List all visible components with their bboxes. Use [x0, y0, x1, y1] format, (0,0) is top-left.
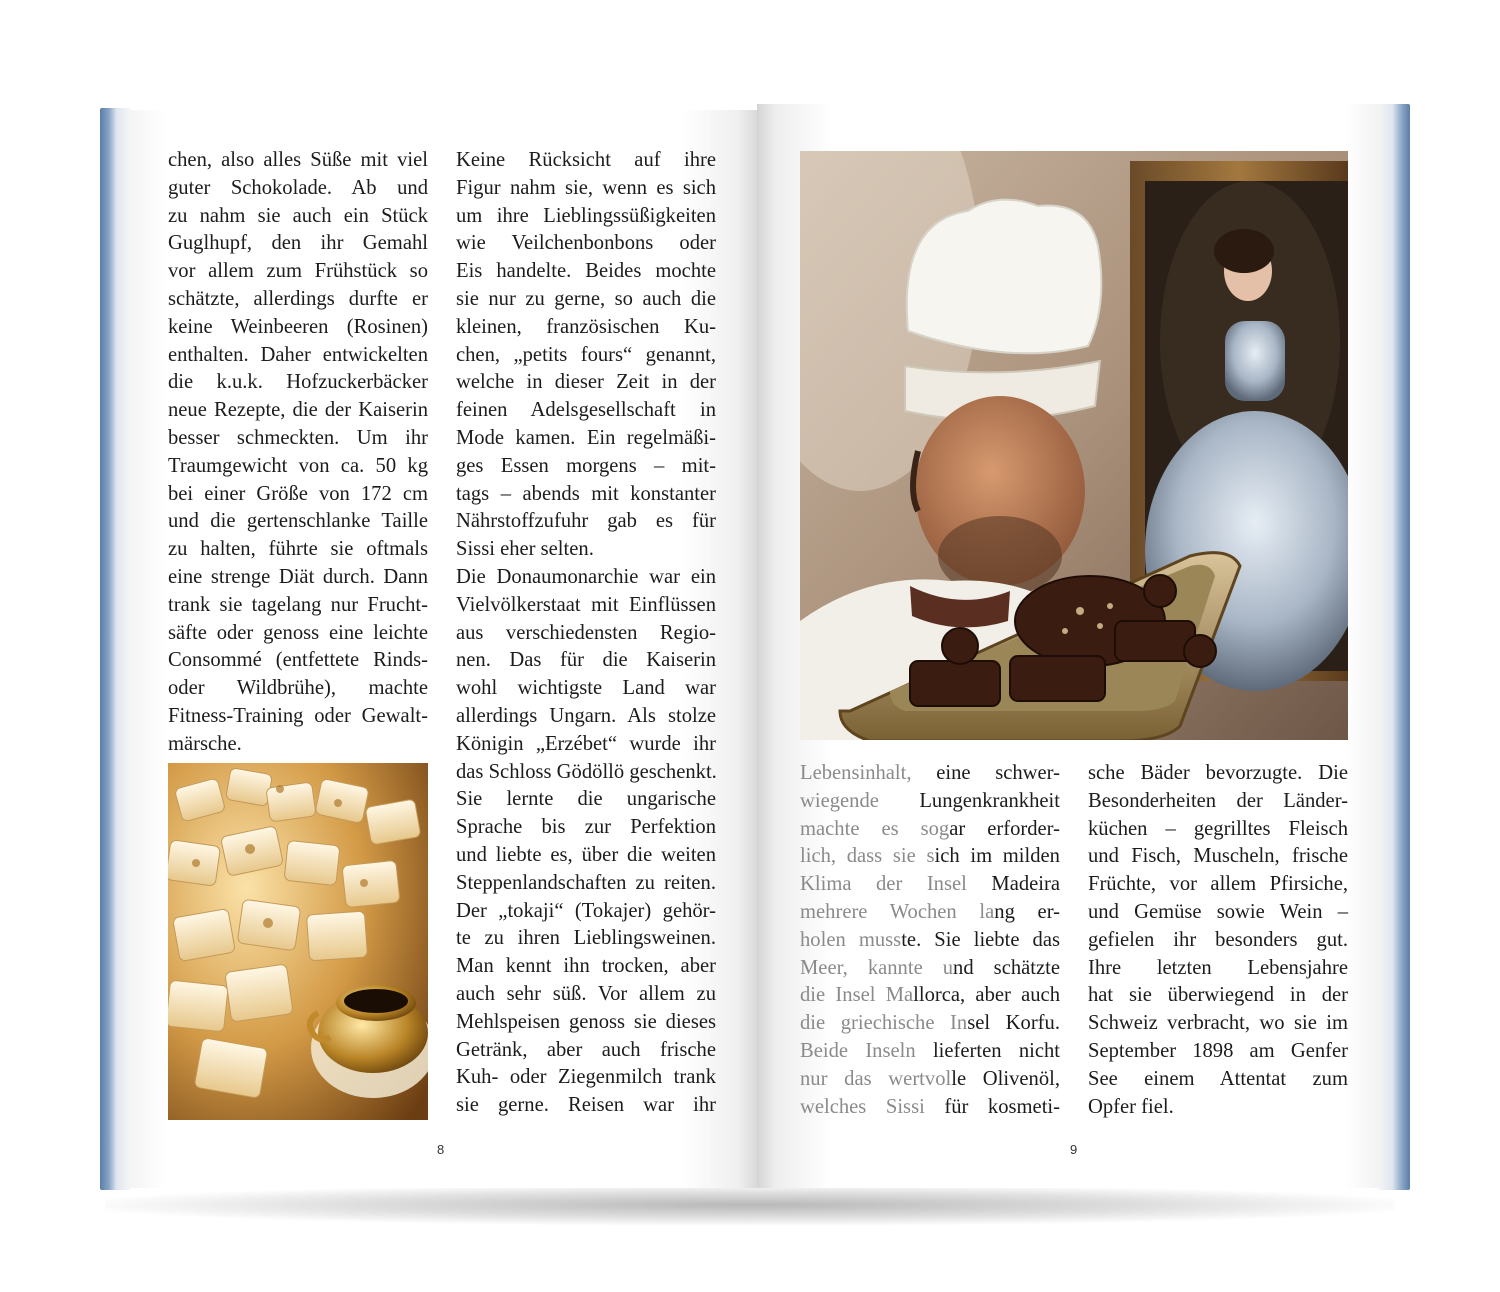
text-line: guter Schokolade. Ab und — [168, 176, 428, 199]
text-line: machte es sogar erforder- — [800, 817, 1060, 840]
text-line: die griechische Insel Korfu. — [800, 1012, 1060, 1035]
text-line: holen musste. Sie liebte das — [800, 928, 1061, 951]
text-line: sie gerne. Reisen war ihr — [456, 1094, 716, 1117]
right-page-number: 9 — [1070, 1142, 1078, 1157]
text-line: und liebte es, über die weiten — [456, 843, 716, 866]
text-line: Vielvölkerstaat mit Einflüssen — [456, 593, 716, 616]
text-line: küchen – gegrilltes Fleisch — [1088, 817, 1348, 840]
text-line: besser schmeckten. Um ihr — [168, 426, 428, 449]
text-line: und Fisch, Muscheln, frische — [1088, 845, 1348, 868]
petits-fours-photo — [168, 763, 428, 1120]
text-line: enthalten. Daher entwickelten — [168, 343, 428, 366]
text-line: Nährstoffzufuhr gab es für — [456, 510, 716, 533]
text-line: Schweiz verbracht, wo sie im — [1088, 1012, 1348, 1035]
right-page-column-1 — [800, 760, 1060, 1121]
text-line: te zu ihren Lieblingsweinen. — [456, 927, 716, 950]
text-line: Kuh- oder Ziegenmilch trank — [456, 1066, 716, 1089]
text-line: Consommé (entfettete Rinds- — [168, 649, 428, 672]
text-line: vor allem zum Frühstück so — [168, 260, 428, 283]
text-line: Sie lernte die ungarische — [456, 788, 716, 811]
book-shadow — [105, 1185, 1395, 1225]
left-page-column-1 — [168, 147, 428, 759]
text-line: hat sie überwiegend in der — [1088, 984, 1348, 1007]
text-line: lich, dass sie sich im milden — [800, 845, 1060, 868]
text-line: zu halten, führte sie oftmals — [168, 538, 428, 561]
text-line: Opfer fiel. — [1088, 1095, 1174, 1118]
text-line: Die Donaumonarchie war ein — [456, 565, 716, 588]
text-line: trank sie tagelang nur Frucht- — [168, 593, 428, 616]
text-line: Sissi eher selten. — [456, 538, 594, 561]
text-line: Klima der Insel Madeira — [800, 873, 1060, 896]
text-line: Früchte, vor allem Pfirsiche, — [1088, 873, 1348, 896]
text-line: Figur nahm sie, wenn es sich — [456, 176, 716, 199]
text-line: bei einer Größe von 172 cm — [168, 482, 428, 505]
text-line: die k.u.k. Hofzuckerbäcker — [168, 371, 428, 394]
text-line: gefielen ihr besonders gut. — [1088, 928, 1348, 951]
text-line: Getränk, aber auch frische — [456, 1038, 716, 1061]
text-line: mehrere Wochen lang er- — [800, 900, 1061, 923]
text-line: welches Sissi für kosmeti- — [800, 1095, 1060, 1118]
text-line: wie Veilchenbonbons oder — [456, 232, 716, 255]
text-line: Beide Inseln lieferten nicht — [800, 1039, 1061, 1062]
text-line: Traumgewicht von ca. 50 kg — [168, 454, 428, 477]
text-line: Der „tokaji“ (Tokajer) gehör- — [456, 899, 716, 922]
text-line: aus verschiedensten Regio- — [456, 621, 716, 644]
text-line: Eis handelte. Beides mochte — [456, 260, 716, 283]
left-page-number: 8 — [437, 1142, 445, 1157]
text-line: tags – abends mit konstanter — [456, 482, 716, 505]
text-line: zu nahm sie auch ein Stück — [168, 204, 428, 227]
text-line: die Insel Mallorca, aber auch — [800, 984, 1060, 1007]
text-line: Meer, kannte und schätzte — [800, 956, 1060, 979]
text-line: See einem Attentat zum — [1088, 1067, 1348, 1090]
text-line: Lebensinhalt, eine schwer- — [800, 762, 1060, 784]
text-line: auch sehr süß. Vor allem zu — [456, 982, 716, 1005]
text-line: Sprache bis zur Perfektion — [456, 816, 716, 839]
text-line: feinen Adelsgesellschaft in — [456, 399, 716, 422]
text-line: keine Weinbeeren (Rosinen) — [168, 315, 428, 338]
text-line: märsche. — [168, 732, 242, 755]
text-line: Besonderheiten der Länder- — [1088, 789, 1348, 812]
right-page-column-2 — [1088, 760, 1348, 1121]
text-line: Ihre letzten Lebensjahre — [1088, 956, 1348, 979]
text-line: September 1898 am Genfer — [1088, 1039, 1348, 1062]
text-line: um ihre Lieblingssüßigkeiten — [456, 204, 716, 227]
text-line: eine strenge Diät durch. Dann — [168, 565, 428, 588]
text-line: sche Bäder bevorzugte. Die — [1088, 762, 1348, 784]
text-line: und Gemüse sowie Wein – — [1088, 900, 1348, 923]
right-book-edge — [1378, 104, 1410, 1190]
text-line: allerdings Ungarn. Als stolze — [456, 704, 716, 727]
text-line: schätzte, allerdings durfte er — [168, 287, 428, 310]
text-line: Guglhupf, den ihr Gemahl — [168, 232, 428, 255]
text-line: Mode kamen. Ein regelmäßi- — [456, 426, 716, 449]
text-line: chen, „petits fours“ genannt, — [456, 343, 716, 366]
text-line: sie nur zu gerne, so auch die — [456, 287, 716, 310]
text-line: Man kennt ihn trocken, aber — [456, 955, 716, 978]
pastry-chef-photo — [800, 151, 1348, 740]
text-line: ges Essen morgens – mit- — [456, 454, 716, 477]
text-line: Mehlspeisen genoss sie dieses — [456, 1010, 716, 1033]
text-line: Königin „Erzébet“ wurde ihr — [456, 732, 716, 755]
text-line: neue Rezepte, die der Kaiserin — [168, 399, 428, 422]
left-book-edge — [100, 108, 130, 1190]
text-line: nur das wertvolle Olivenöl, — [800, 1067, 1060, 1090]
text-line: wiegende Lungenkrankheit — [800, 789, 1060, 812]
text-line: welche in dieser Zeit in der — [456, 371, 716, 394]
text-line: Steppenlandschaften zu reiten. — [456, 871, 716, 894]
text-line: säfte oder genoss eine leichte — [168, 621, 428, 644]
text-line: nen. Das für die Kaiserin — [456, 649, 716, 672]
text-line: kleinen, französischen Ku- — [456, 315, 716, 338]
text-line: wohl wichtigste Land war — [456, 677, 716, 700]
text-line: chen, also alles Süße mit viel — [168, 149, 428, 171]
text-line: Keine Rücksicht auf ihre — [456, 149, 716, 171]
text-line: oder Wildbrühe), machte — [168, 677, 428, 700]
text-line: und die gertenschlanke Taille — [168, 510, 428, 533]
text-line: das Schloss Gödöllö geschenkt. — [456, 760, 717, 783]
text-line: Fitness-Training oder Gewalt- — [168, 704, 428, 727]
left-page-column-2 — [456, 147, 716, 1120]
